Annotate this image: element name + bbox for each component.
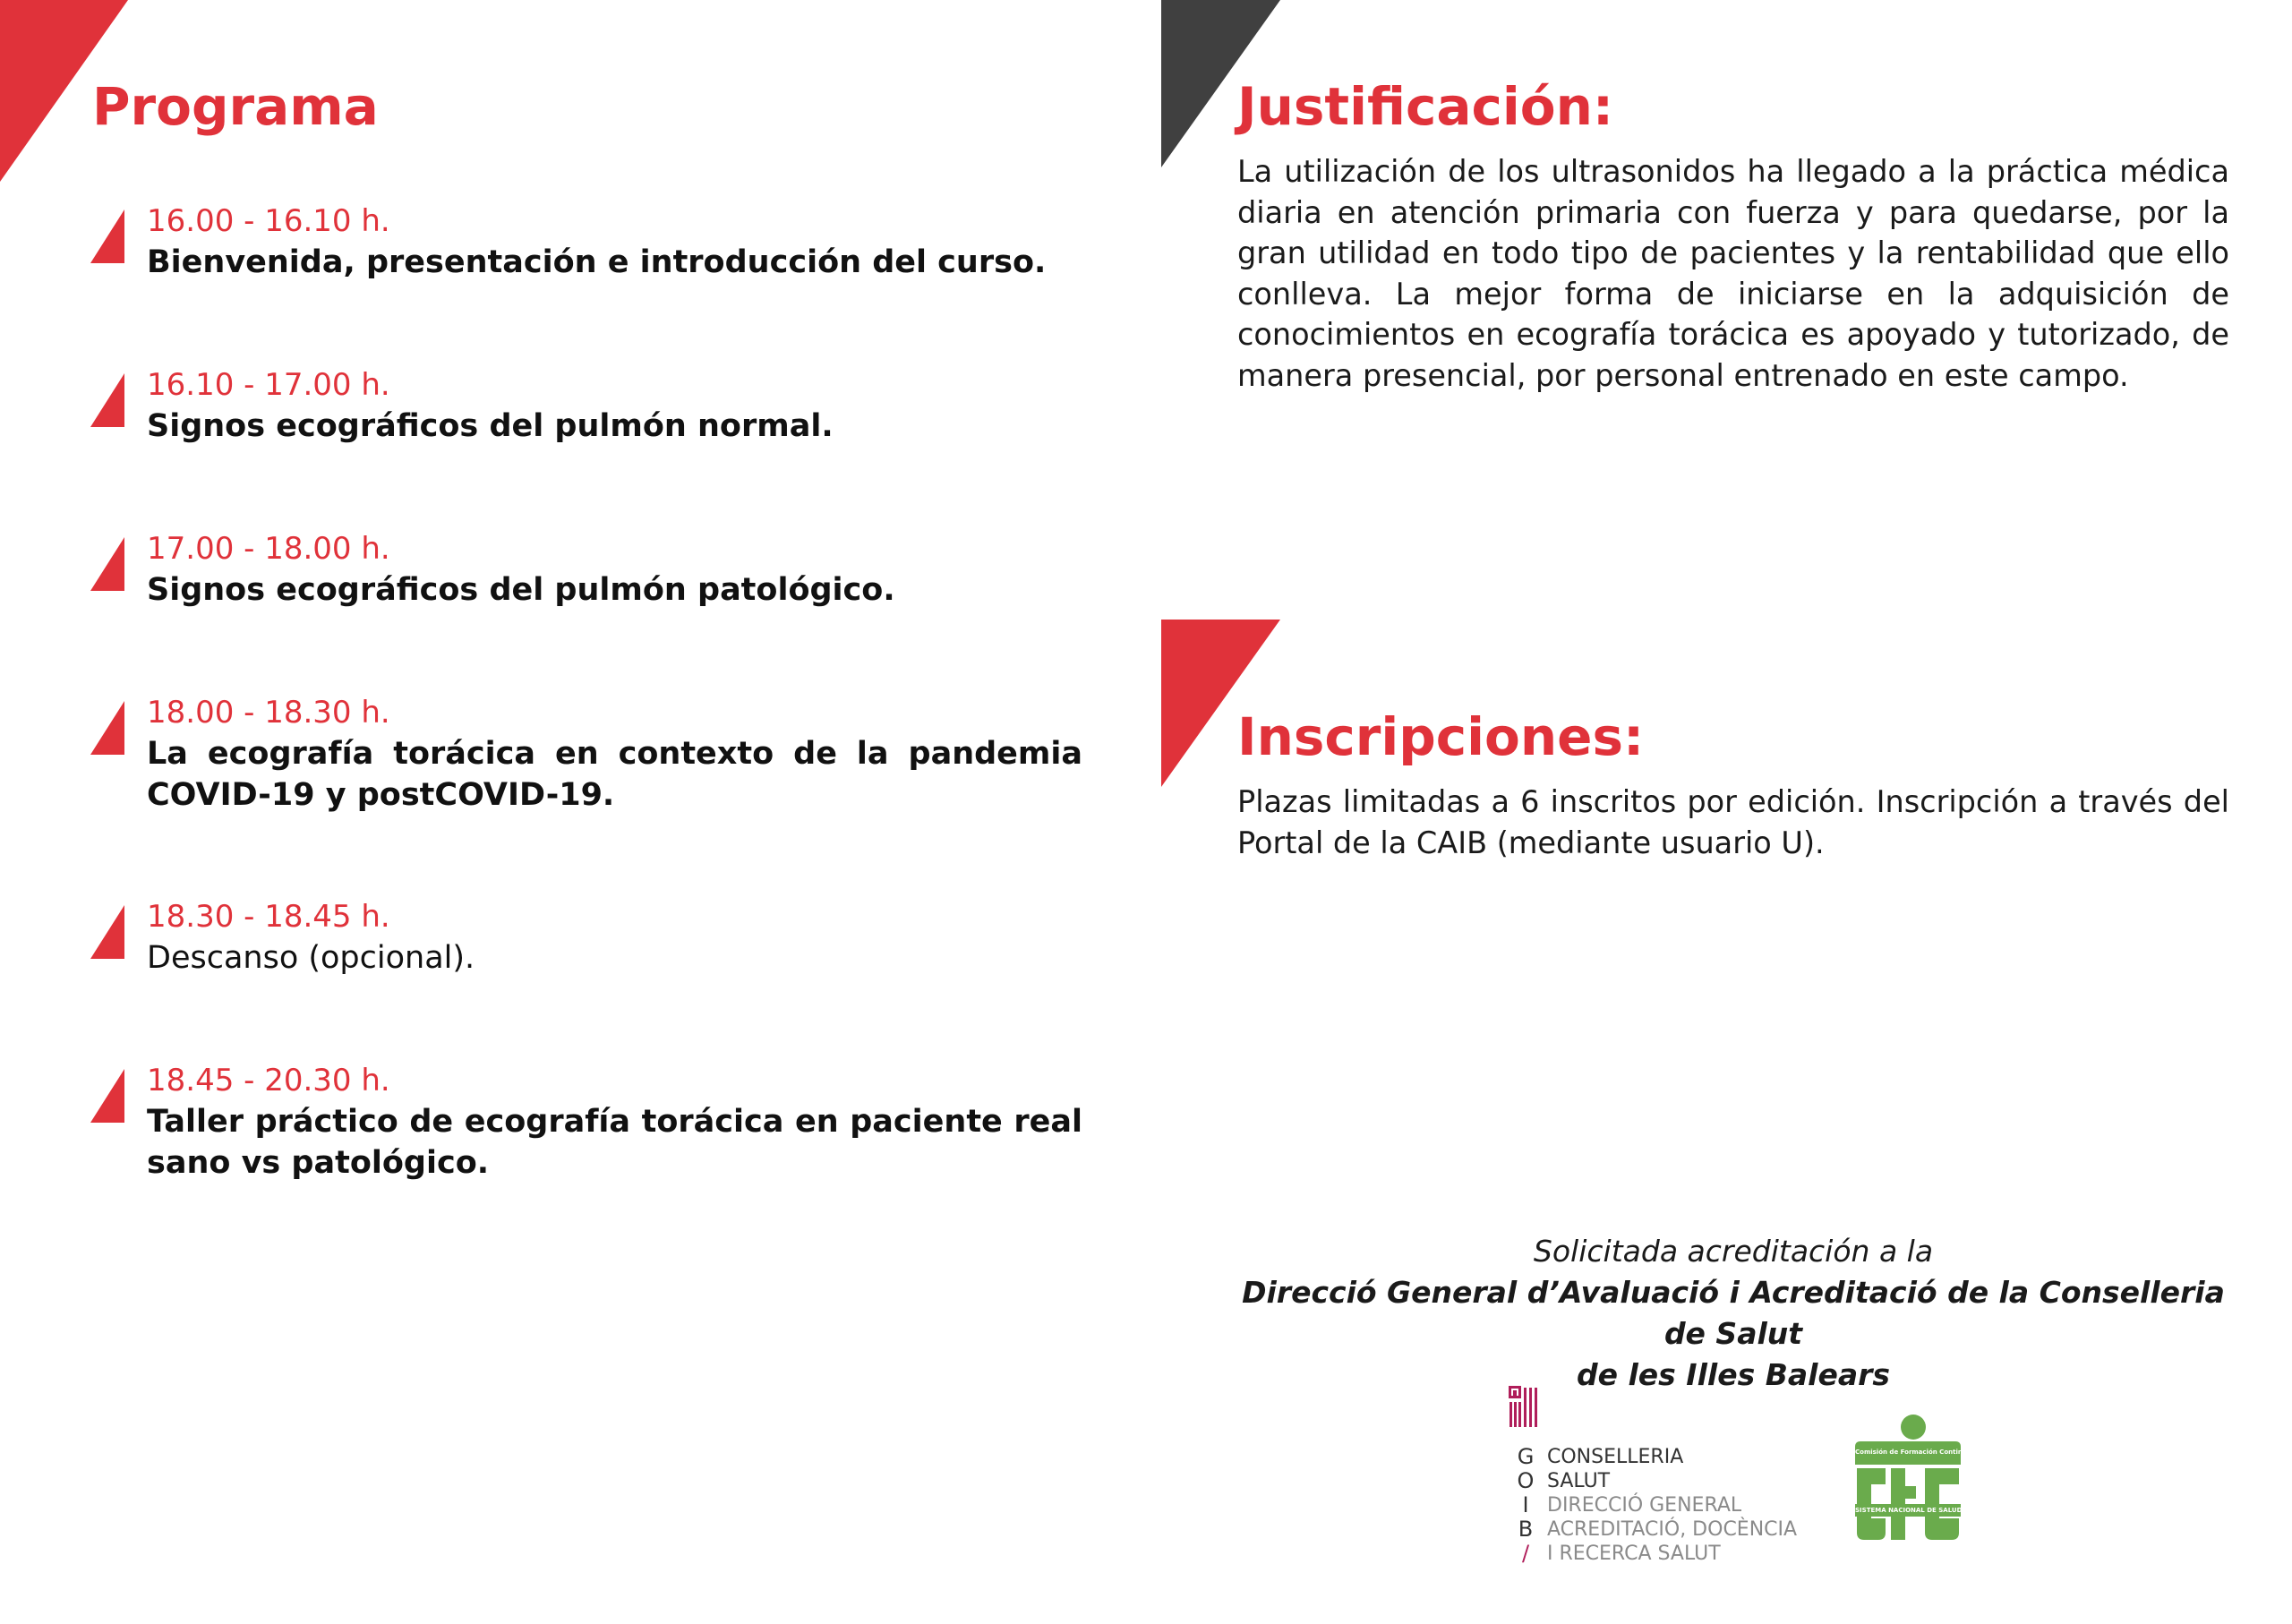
red-triangle-bullet-icon [90,905,126,959]
red-triangle-bullet-icon [90,537,126,591]
program-time: 16.10 - 17.00 h. [147,367,390,403]
program-description: Signos ecográficos del pulmón patológico. [147,572,895,608]
goib-line: DIRECCIÓ GENERAL [1547,1494,1742,1517]
balearic-flag-icon [1509,1386,1539,1429]
cfc-top-text: Comisión de Formación Continuada [1855,1449,1980,1456]
goib-line: ACREDITACIÓ, DOCÈNCIA [1547,1518,1798,1541]
red-triangle-bullet-icon [90,1069,126,1123]
programa-title: Programa [92,76,379,137]
program-time: 18.45 - 20.30 h. [147,1063,390,1098]
goib-text [1547,1445,1797,1566]
cfc-logo [1852,1415,1980,1547]
goib-letter: I [1522,1492,1529,1517]
program-description: Taller práctico de ecografía torácica en paciente real sano vs patológico. [147,1104,1082,1181]
program-time: 16.00 - 16.10 h. [147,203,390,239]
red-triangle-bullet-icon [90,701,126,755]
inscripciones-text: Plazas limitadas a 6 inscritos por edición. Inscripción a través del Portal de la CAIB (mediante usuario U). [1237,784,2229,860]
goib-letter: G [1517,1444,1535,1469]
program-description: Bienvenida, presentación e introducción del curso. [147,244,1047,280]
goib-letters [1516,1445,1535,1566]
goib-logo [1507,1386,1798,1566]
goib-line: SALUT [1547,1470,1611,1492]
program-time: 18.30 - 18.45 h. [147,899,390,935]
accreditation-line-3: de les Illes Balears [1576,1357,1891,1392]
goib-letter: B [1518,1517,1534,1542]
inscripciones-title: Inscripciones: [1237,706,1645,767]
justificacion-title: Justificación: [1237,76,1614,137]
cfc-bottom-text: SISTEMA NACIONAL DE SALUD [1855,1507,1963,1514]
accreditation-line-1: Solicitada acreditación a la [1533,1234,1934,1269]
accreditation-line-2: Direcció General d’Avaluació i Acreditació de la Conselleria de Salut [1242,1275,2225,1351]
cfc-logo-icon [1852,1415,1980,1547]
justificacion-text: La utilización de los ultrasonidos ha llegado a la práctica médica diaria en atención primaria con fuerza y para quedarse, por la gran utilidad en todo tipo de pacientes y la rentabilidad que ello conlleva. La mejor forma de iniciarse en la adquisición de conocimientos en ecografía torácica es apoyado y tutorizado, de manera presencial, por personal entrenado en este campo. [1237,154,2229,393]
program-time: 17.00 - 18.00 h. [147,531,390,567]
red-triangle-bullet-icon [90,209,126,263]
red-triangle-bullet-icon [90,373,126,427]
goib-line: CONSELLERIA [1547,1446,1684,1468]
program-description: La ecografía torácica en contexto de la pandemia COVID-19 y postCOVID-19. [147,736,1082,813]
goib-line: I RECERCA SALUT [1547,1543,1721,1565]
goib-letter: O [1517,1468,1535,1493]
goib-slash: / [1521,1541,1530,1566]
program-description: Descanso (opcional). [147,940,475,976]
accreditation-note [1237,1231,2229,1396]
program-time: 18.00 - 18.30 h. [147,695,390,731]
program-description: Signos ecográficos del pulmón normal. [147,408,834,444]
